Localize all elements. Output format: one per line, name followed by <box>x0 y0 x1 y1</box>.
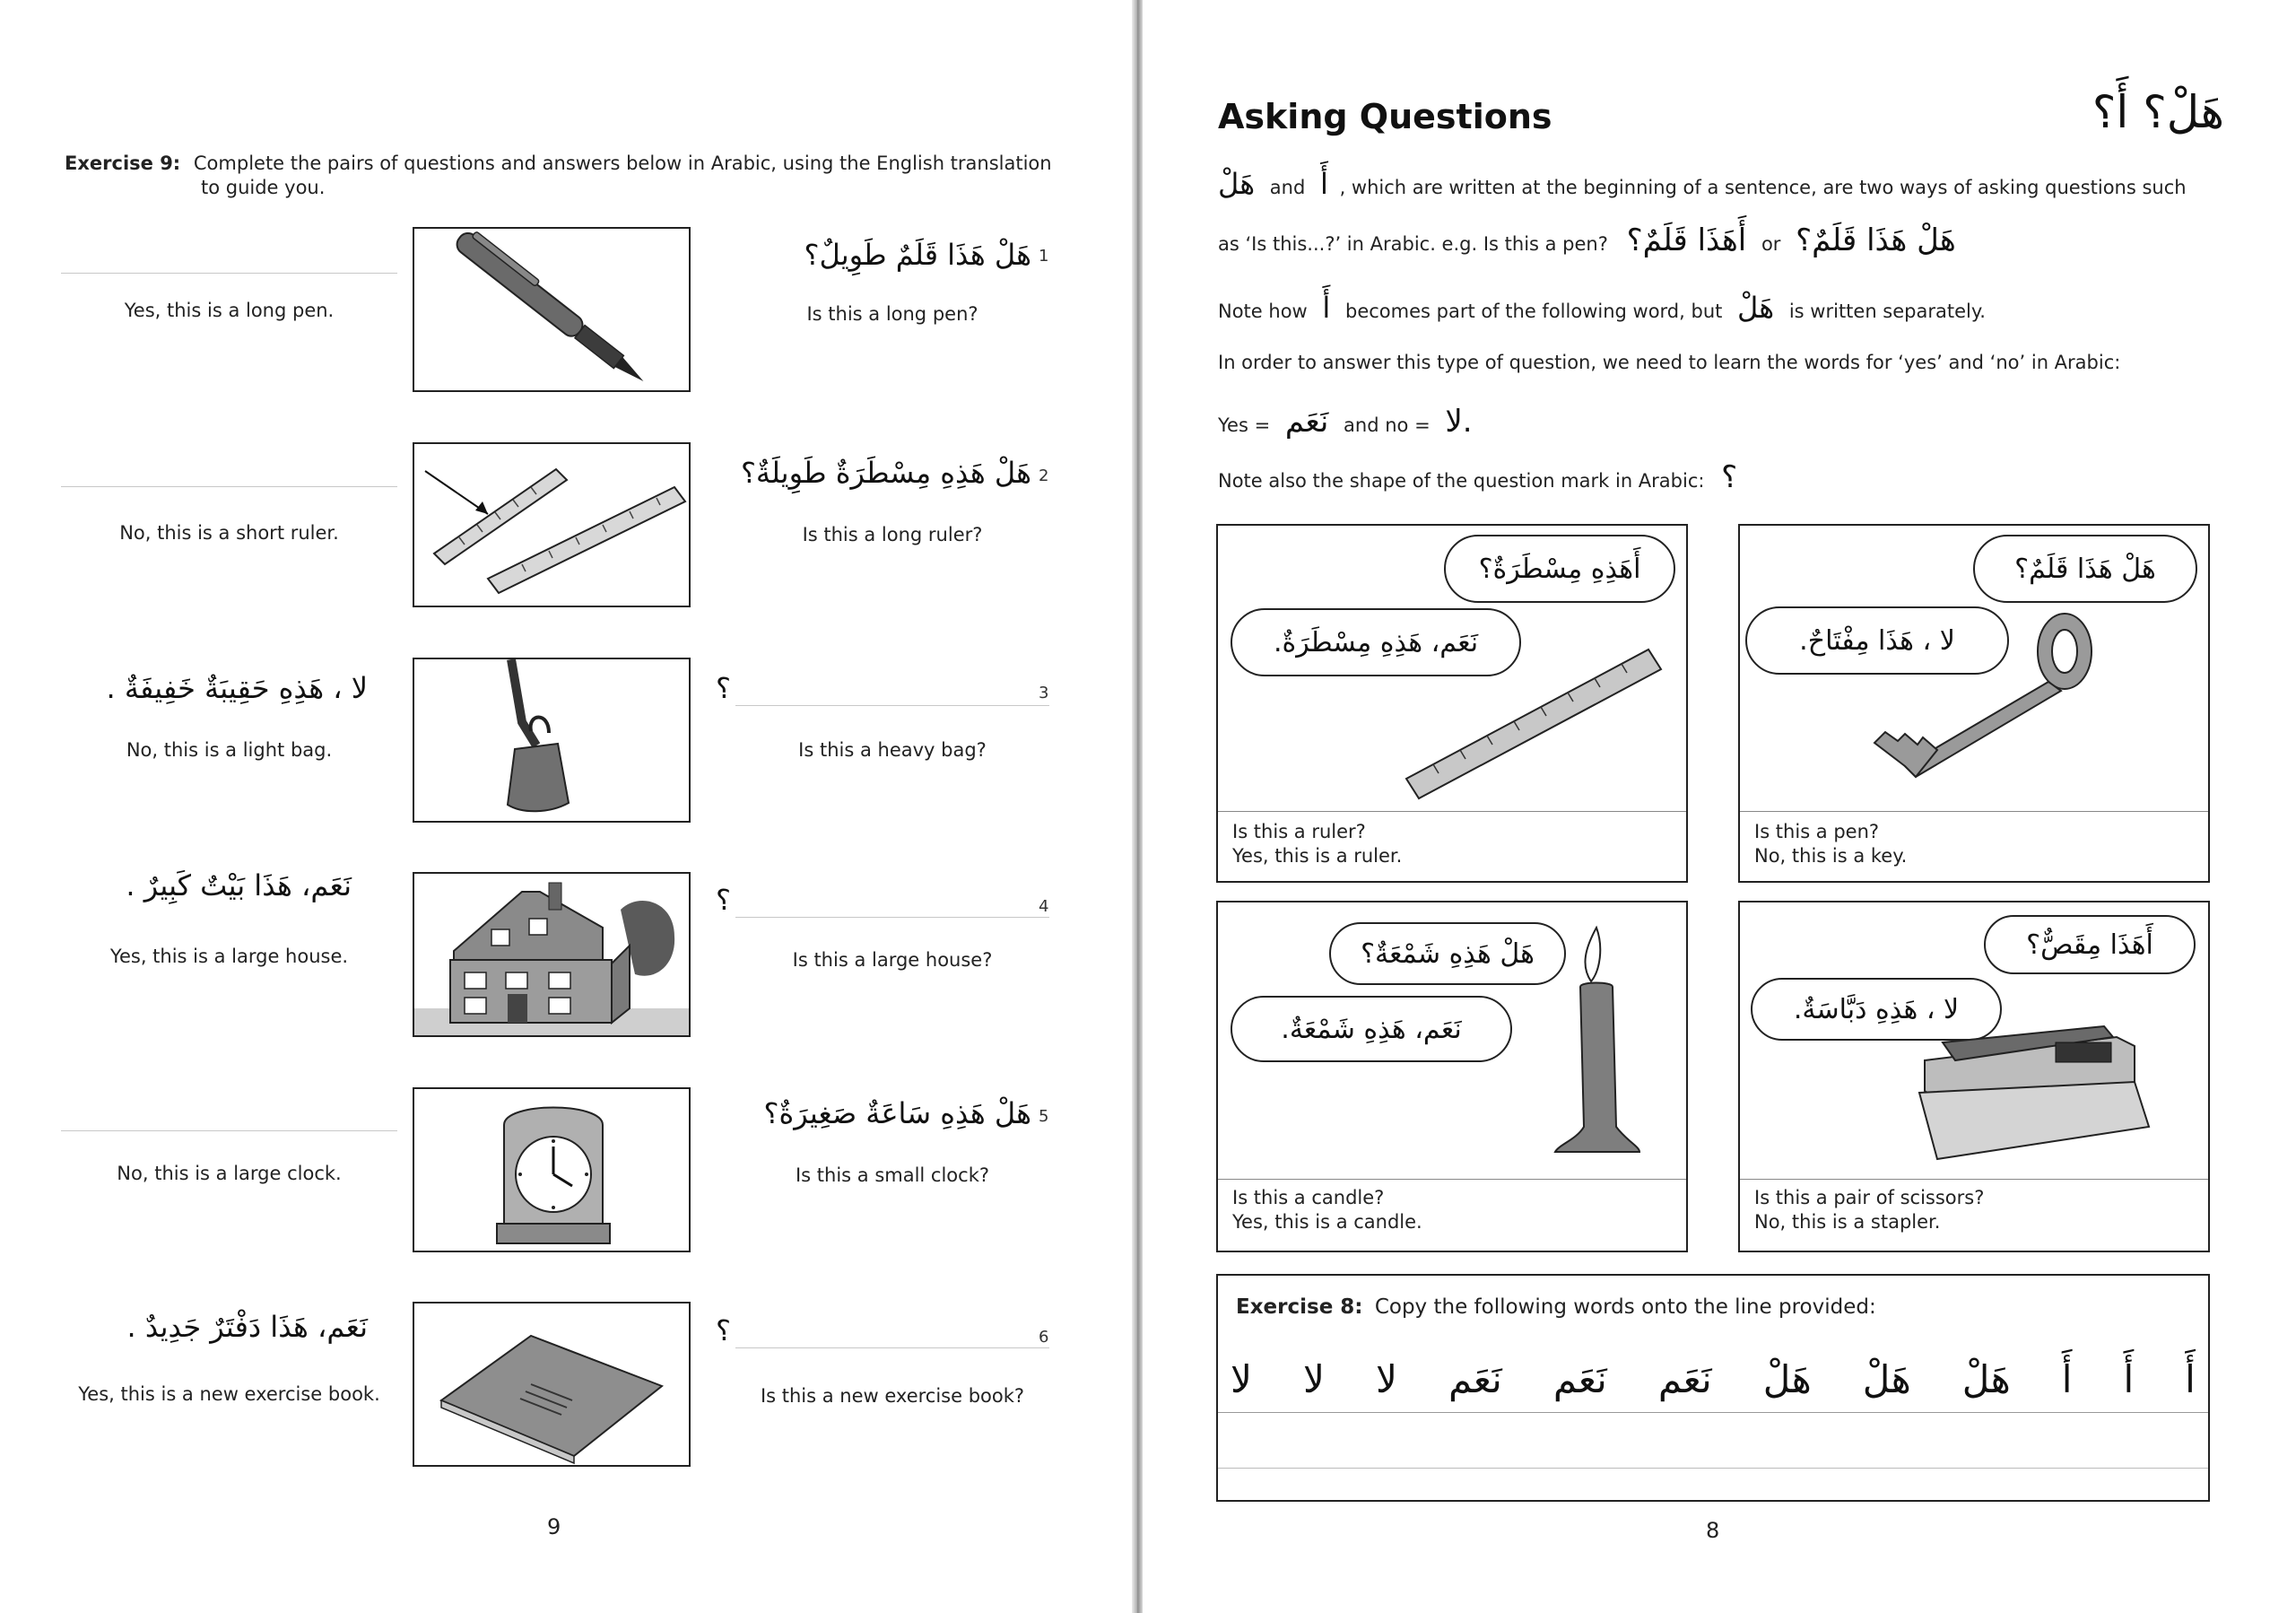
caption-answer: Yes, this is a candle. <box>1232 1211 1422 1233</box>
copy-word: هَلْ <box>1961 1356 2011 1401</box>
answer-intro-line: In order to answer this type of question, we need to learn the words for ‘yes’ and ‘no’ in Arabic: <box>1218 352 2121 373</box>
copy-word: لا <box>1375 1356 1397 1401</box>
copy-word: هَلْ <box>1862 1356 1911 1401</box>
ruler-icon <box>1218 615 1686 804</box>
question-arabic: هَلْ هَذَا قَلَمٌ طَوِيلٌ؟ <box>804 238 1031 272</box>
page-title: Asking Questions <box>1218 97 1552 136</box>
caption-divider <box>1218 811 1686 812</box>
question-line[interactable] <box>735 1347 1049 1348</box>
answer-line[interactable] <box>61 486 397 487</box>
exercise-8-instruction: Copy the following words onto the line provided: <box>1374 1295 1876 1319</box>
note-mid: becomes part of the following word, but <box>1345 301 1723 322</box>
caption-question: Is this a ruler? <box>1232 821 1366 842</box>
answer-line[interactable] <box>61 273 397 274</box>
question-arabic: هَلْ هَذِهِ مِسْطَرَةٌ طَوِيلَةٌ؟ <box>740 456 1031 490</box>
exercise-9-instruction: Complete the pairs of questions and answers below in Arabic, using the English translation <box>193 153 1052 174</box>
right-page <box>1143 0 2296 1613</box>
panel-candle <box>1216 901 1688 1252</box>
hal-word: هَلْ <box>1218 167 1256 201</box>
or-word: or <box>1761 233 1781 255</box>
question-line[interactable] <box>735 705 1049 706</box>
row-number: 1 <box>1039 247 1049 266</box>
row-number: 5 <box>1039 1107 1049 1126</box>
yes-no-line <box>1218 404 1473 440</box>
note-end: is written separately. <box>1788 301 1986 322</box>
answer-english: Yes, this is a large house. <box>109 946 349 967</box>
caption-divider <box>1740 811 2208 812</box>
book-gutter <box>1132 0 1143 1613</box>
arabic-question-mark: ؟ <box>1721 459 1738 495</box>
exercise-8-box <box>1216 1274 2210 1502</box>
book-icon <box>414 1303 689 1465</box>
answer-english: No, this is a short ruler. <box>119 522 339 544</box>
panel-caption <box>1232 820 1402 868</box>
caption-answer: No, this is a stapler. <box>1754 1211 1941 1233</box>
house-picture <box>413 872 691 1037</box>
note-alif: أَ <box>1322 291 1331 325</box>
exercise-8-heading <box>1236 1295 1876 1319</box>
caption-question: Is this a pair of scissors? <box>1754 1187 1985 1208</box>
copy-word: لا <box>1231 1356 1252 1401</box>
answer-english: Yes, this is a new exercise book. <box>78 1383 380 1405</box>
question-bubble: هَلْ هَذَا قَلَمٌ؟ <box>1973 535 2197 603</box>
yes-arabic: نَعَم <box>1284 404 1329 440</box>
copy-word: نَعَم <box>1448 1356 1502 1401</box>
exercise-9-instruction-cont: to guide you. <box>201 177 326 198</box>
house-icon <box>414 874 689 1035</box>
intro-line-1 <box>1218 167 2187 201</box>
answer-english: No, this is a large clock. <box>117 1163 342 1184</box>
copy-word: هَلْ <box>1762 1356 1812 1401</box>
copy-word: لا <box>1302 1356 1325 1401</box>
question-english: Is this a large house? <box>792 949 993 971</box>
answer-english: Yes, this is a long pen. <box>124 300 335 321</box>
note-hal: هَلْ <box>1737 291 1775 325</box>
question-arabic: ؟ <box>716 671 731 705</box>
question-arabic: ؟ <box>716 1313 731 1347</box>
note-start: Note how <box>1218 301 1308 322</box>
answer-arabic: لا ، هَذِهِ حَقِيبَةٌ خَفِيفَةٌ . <box>106 671 368 705</box>
copy-word: أَ <box>2123 1356 2135 1401</box>
example-alif-question: أَهَذَا قَلَمٌ؟ <box>1626 222 1747 258</box>
caption-divider <box>1218 1179 1686 1180</box>
alif-word: أَ <box>1320 167 1328 201</box>
answer-arabic: نَعَم، هَذَا دَفْتَرٌ جَدِيدٌ . <box>126 1310 368 1344</box>
caption-answer: Yes, this is a ruler. <box>1232 845 1403 867</box>
question-bubble: أَهَذِهِ مِسْطَرَةٌ؟ <box>1444 535 1675 603</box>
example-hal-question: هَلْ هَذَا قَلَمٌ؟ <box>1796 222 1956 258</box>
candle-icon <box>1218 902 1686 1172</box>
intro-line-2-text: as ‘Is this...?’ in Arabic. e.g. Is this a pen? <box>1218 233 1608 255</box>
exercise-book-picture <box>413 1302 691 1467</box>
left-page <box>0 0 1132 1613</box>
no-label: and no = <box>1344 414 1431 436</box>
pen-icon <box>414 229 689 390</box>
answer-english: No, this is a light bag. <box>126 739 333 761</box>
question-mark-line <box>1218 459 1737 495</box>
answer-bubble: نَعَم، هَذِهِ شَمْعَةٌ. <box>1231 996 1512 1062</box>
note-line <box>1218 291 1986 325</box>
copy-word: أَ <box>2061 1356 2073 1401</box>
copy-word: نَعَم <box>1552 1356 1607 1401</box>
question-english: Is this a small clock? <box>795 1164 990 1186</box>
caption-divider <box>1740 1179 2208 1180</box>
clock-icon <box>414 1089 689 1251</box>
yes-label: Yes = <box>1218 414 1271 436</box>
panel-key <box>1738 524 2210 883</box>
answer-bubble: نَعَم، هَذِهِ مِسْطَرَةٌ. <box>1231 608 1521 676</box>
question-english: Is this a heavy bag? <box>798 739 987 761</box>
row-number: 2 <box>1039 466 1049 485</box>
copy-word: نَعَم <box>1657 1356 1712 1401</box>
question-mark-text: Note also the shape of the question mark in Arabic: <box>1218 470 1705 492</box>
page-title-arabic: هَلْ؟ أَ؟ <box>2092 86 2224 138</box>
page-number: 8 <box>1706 1518 1720 1543</box>
pen-picture <box>413 227 691 392</box>
intro-line-1-rest: , which are written at the beginning of a sentence, are two ways of asking questions such <box>1339 177 2187 198</box>
ruler-icon <box>414 444 689 606</box>
question-english: Is this a new exercise book? <box>760 1385 1025 1407</box>
exercise-9-heading <box>65 153 1052 174</box>
key-icon <box>1740 606 2208 813</box>
question-bubble: أَهَذَا مِقَصٌّ؟ <box>1984 915 2196 974</box>
panel-stapler <box>1738 901 2210 1252</box>
question-bubble: هَلْ هَذِهِ شَمْعَةٌ؟ <box>1329 922 1566 985</box>
row-number: 4 <box>1039 897 1049 916</box>
panel-caption <box>1232 1186 1422 1234</box>
question-arabic: هَلْ هَذِهِ سَاعَةٌ صَغِيرَةٌ؟ <box>763 1096 1031 1130</box>
question-english: Is this a long pen? <box>806 303 978 325</box>
bag-icon <box>414 659 689 821</box>
copy-words-row <box>1231 1347 2196 1410</box>
caption-answer: No, this is a key. <box>1754 845 1908 867</box>
answer-line[interactable] <box>61 1130 397 1131</box>
exercise-8-label: Exercise 8: <box>1236 1295 1363 1319</box>
bag-picture <box>413 658 691 823</box>
panel-ruler <box>1216 524 1688 883</box>
copy-word: أَ <box>2185 1356 2196 1401</box>
exercise-9-label: Exercise 9: <box>65 153 181 174</box>
row-number: 6 <box>1039 1328 1049 1347</box>
and-word: and <box>1269 177 1306 198</box>
question-arabic: ؟ <box>716 883 731 917</box>
rulers-picture <box>413 442 691 607</box>
page-number: 9 <box>547 1514 561 1539</box>
question-line[interactable] <box>735 917 1049 918</box>
answer-bubble: لا ، هَذَا مِفْتَاحٌ. <box>1745 606 2009 675</box>
no-arabic: لا. <box>1445 404 1473 440</box>
caption-question: Is this a pen? <box>1754 821 1880 842</box>
copy-writing-line[interactable] <box>1218 1468 2208 1469</box>
answer-bubble: لا ، هَذِهِ دَبَّاسَةٌ. <box>1751 978 2002 1041</box>
stapler-icon <box>1740 902 2208 1172</box>
copy-guide-line <box>1218 1412 2208 1413</box>
caption-question: Is this a candle? <box>1232 1187 1385 1208</box>
panel-caption <box>1754 1186 1984 1234</box>
question-english: Is this a long ruler? <box>802 524 983 545</box>
row-number: 3 <box>1039 684 1049 702</box>
panel-caption <box>1754 820 1907 868</box>
intro-line-2 <box>1218 222 1956 258</box>
clock-picture <box>413 1087 691 1252</box>
answer-arabic: نَعَم، هَذَا بَيْتٌ كَبِيرٌ . <box>126 868 352 902</box>
